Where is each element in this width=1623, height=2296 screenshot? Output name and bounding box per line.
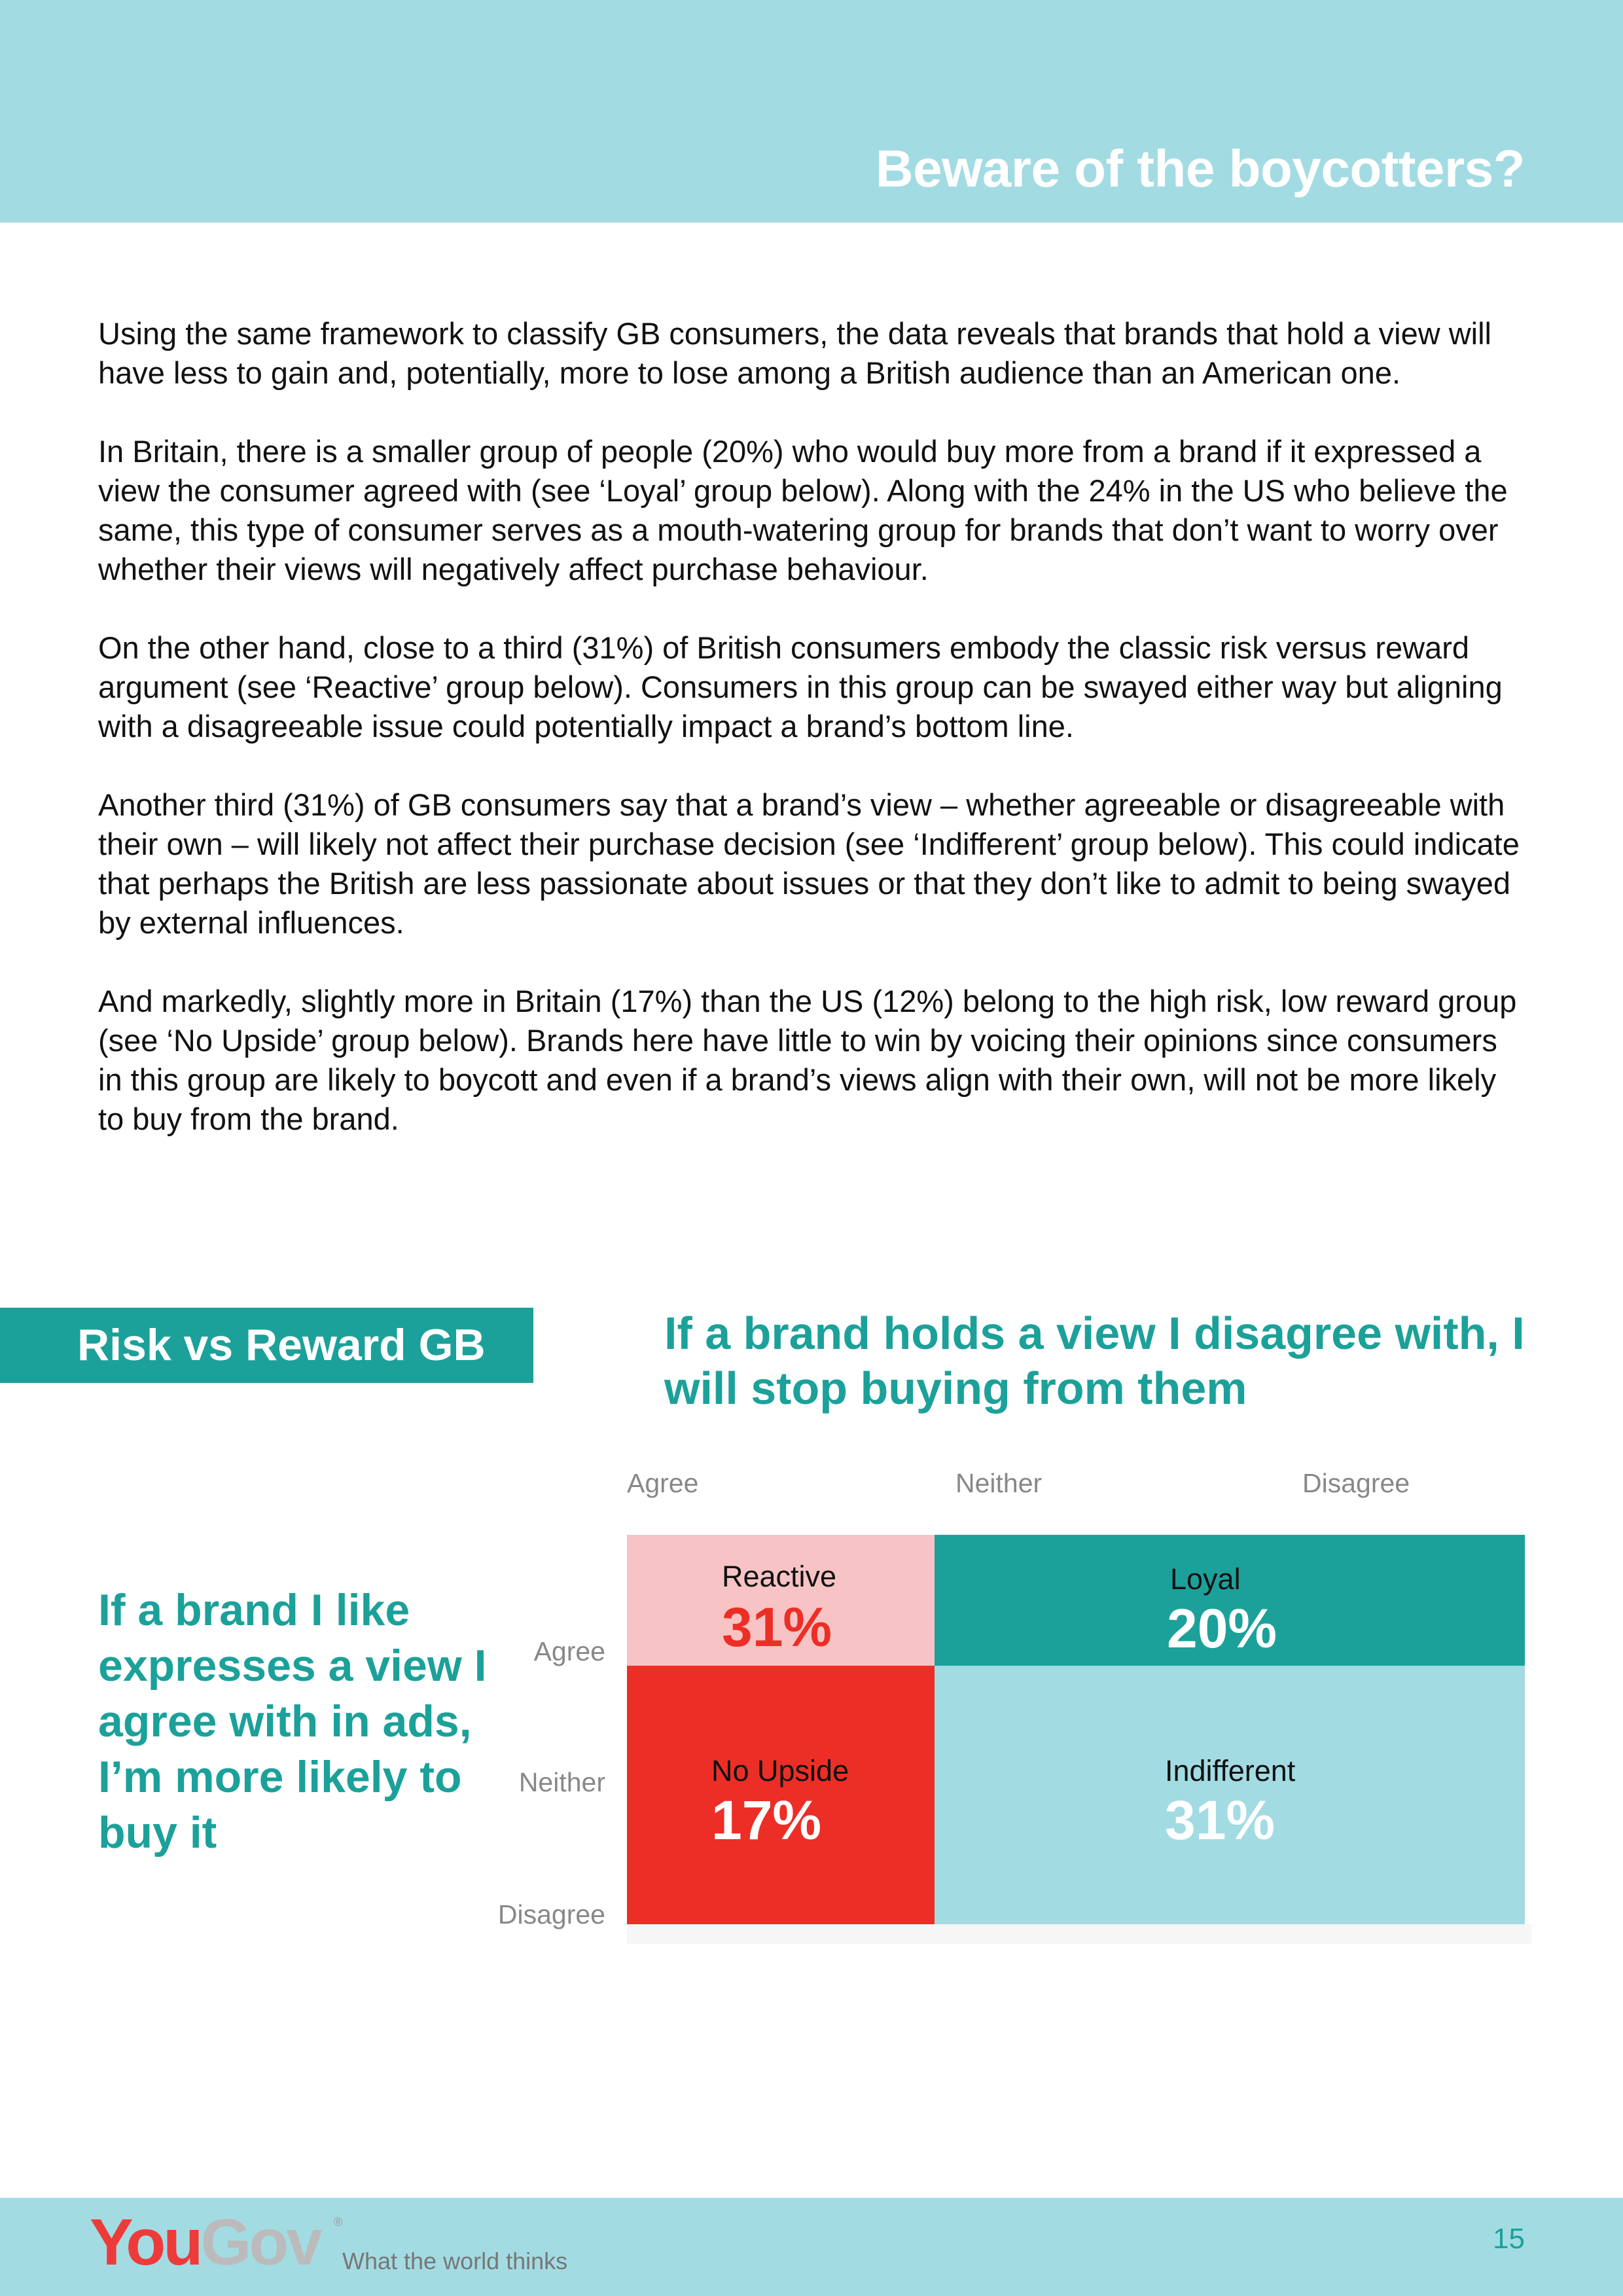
logo-gov: Gov — [200, 2206, 320, 2279]
indifferent-label: Indifferent — [1165, 1754, 1296, 1787]
page-number: 15 — [1493, 2223, 1525, 2255]
paragraph-5: And markedly, slightly more in Britain (17%) than the US (12%) belong to the high risk, low reward group (see ‘No Upside’ group below). Brands here have little to win by voicing their opinions since consumers in this group are likely to boycott and even if a brand’s views align with their own, will not be more likely to buy from the brand. — [98, 984, 1517, 1136]
paragraph-3: On the other hand, close to a third (31%) of British consumers embody the classic risk versus reward argument (see ‘Reactive’ group below). Consumers in this group can be swayed either way but aligning with a disagreeable issue could potentially impact a brand’s bottom line. — [98, 630, 1503, 744]
row-label-agree: Agree — [533, 1636, 605, 1666]
loyal-value: 20% — [1167, 1598, 1277, 1659]
page-title: Beware of the boycotters? — [875, 139, 1525, 198]
no-upside-value: 17% — [711, 1789, 822, 1851]
reactive-label: Reactive — [722, 1560, 837, 1593]
yougov-logo — [90, 2206, 320, 2279]
chart-title-label: Risk vs Reward GB — [0, 1308, 533, 1383]
logo-you: You — [90, 2206, 201, 2279]
registered-mark: ® — [334, 2215, 343, 2229]
y-axis-question: If a brand I like expresses a view I agree with in ads, I’m more likely to buy it — [98, 1585, 487, 1857]
paragraph-1: Using the same framework to classify GB consumers, the data reveals that brands that hold a view will have less to gain and, potentially, more to lose among a British audience than an American one. — [98, 316, 1491, 390]
body-text — [98, 314, 1525, 1178]
paragraph-4: Another third (31%) of GB consumers say that a brand’s view – whether agreeable or disagreeable with their own – will likely not affect their purchase decision (see ‘Indifferent’ group below). This could indicate that perhaps the British are less passionate about issues or that they don’t like to admit to being swayed by external influences. — [98, 787, 1520, 940]
loyal-label: Loyal — [1170, 1562, 1241, 1596]
column-label-neither: Neither — [955, 1468, 1043, 1498]
row-label-disagree: Disagree — [497, 1899, 605, 1929]
column-label-disagree: Disagree — [1302, 1468, 1410, 1498]
no-upside-label: No Upside — [711, 1754, 849, 1787]
column-label-agree: Agree — [627, 1468, 699, 1498]
row-label-neither: Neither — [518, 1767, 605, 1797]
reactive-value: 31% — [722, 1596, 832, 1658]
x-axis-question: If a brand holds a view I disagree with, I will stop buying from them — [664, 1308, 1525, 1414]
tagline: What the world thinks — [342, 2248, 568, 2274]
indifferent-value: 31% — [1165, 1789, 1275, 1851]
grid-shadow — [627, 1924, 1531, 1944]
paragraph-2: In Britain, there is a smaller group of people (20%) who would buy more from a brand if it expressed a view the consumer agreed with (see ‘Loyal’ group below). Along with the 24% in the US who believe the same, this type of consumer serves as a mouth-watering group for brands that don’t want to worry over whether their views will negatively affect purchase behaviour. — [98, 434, 1508, 586]
